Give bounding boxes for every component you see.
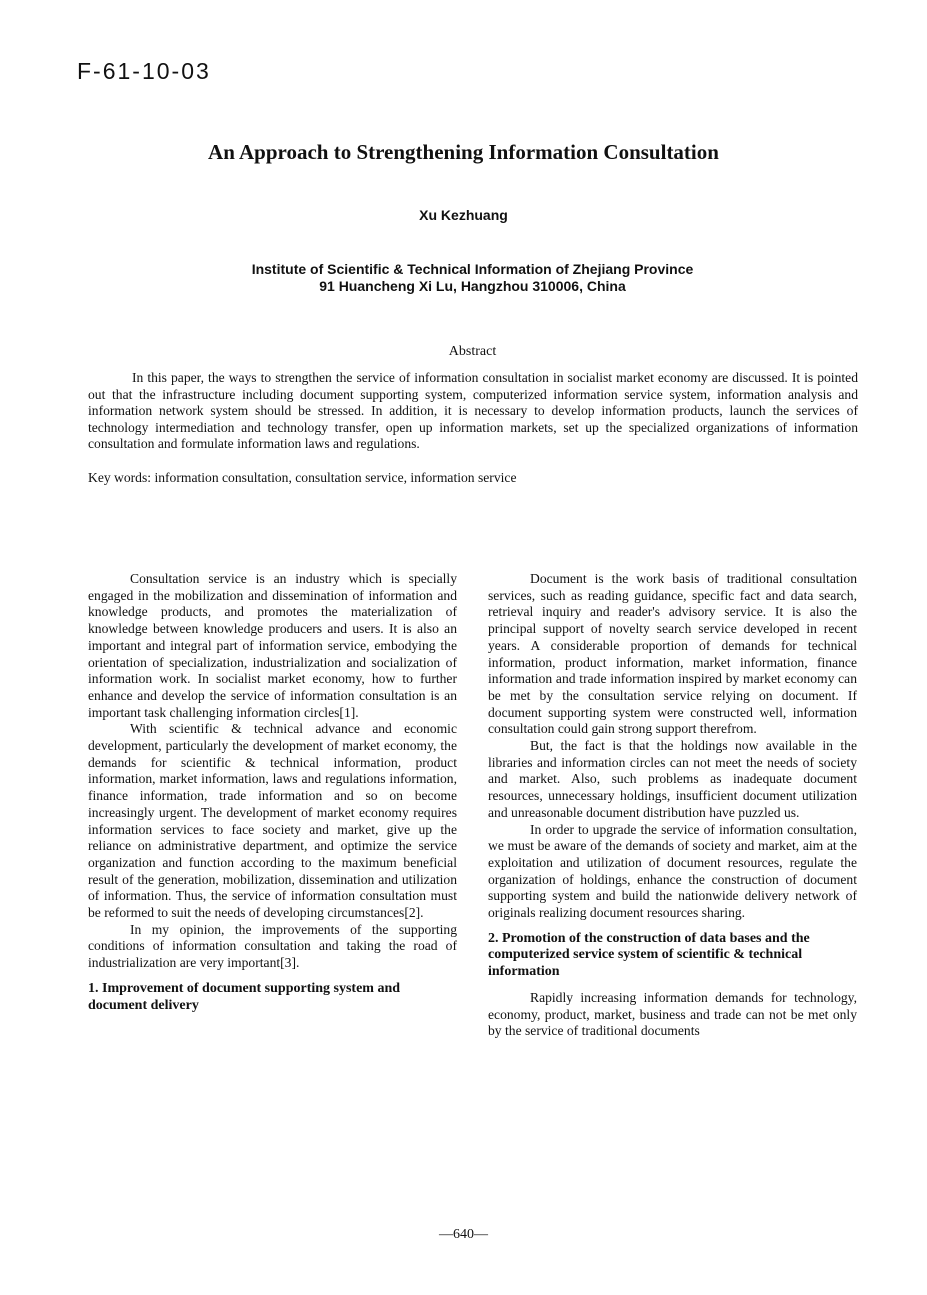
page-number: —640— xyxy=(439,1227,488,1242)
paragraph: In order to upgrade the service of information consultation, we must be aware of the demands of society and market, aim at the exploitation and utilization of document resources, regulate the organization of holdings, enhance the construction of document supporting system and build the nationwide delivery network of originals realizing document resources sharing. xyxy=(488,821,857,921)
author-name: Xu Kezhuang xyxy=(419,207,508,223)
section-heading-1: 1. Improvement of document supporting system and document delivery xyxy=(88,980,401,1013)
body-column-right xyxy=(488,571,857,1040)
section-heading-2: 2. Promotion of the construction of data bases and the computerized service system of scientific & technical information xyxy=(488,930,810,980)
abstract-text: In this paper, the ways to strengthen the service of information consultation in socialist market economy are discussed. It is pointed out that the infrastructure including document supporting system, computerized information service system, information analysis and information network system should be stressed. In addition, it is necessary to develop information products, launch the services of technology intermediation and technology transfer, open up information markets, set up the specialized organizations of information consultation and formulate information laws and regulations. xyxy=(88,370,858,451)
paragraph: Document is the work basis of traditional consultation services, such as reading guidance, specific fact and data search, retrieval inquiry and reader's advisory service. It is also the principal support of novelty search service developed in recent years. A considerable proportion of demands for technical information, product information, market information, finance information and trade information inspired by market economy can be met by the consultation service relying on document. If document supporting system were constructed well, information consultation could gain strong support therefrom. xyxy=(488,571,857,737)
body-column-left xyxy=(88,571,457,1023)
paragraph: In my opinion, the improvements of the supporting conditions of information consultation and taking the road of industrialization are very important[3]. xyxy=(88,921,457,971)
affiliation-institute: Institute of Scientific & Technical Information of Zhejiang Province xyxy=(251,261,694,277)
paper-title: An Approach to Strengthening Information Consultation xyxy=(208,140,719,164)
paragraph: Rapidly increasing information demands for technology, economy, product, market, business and trade can not be met only by the service of traditional documents xyxy=(488,989,857,1039)
abstract-heading: Abstract xyxy=(448,344,497,359)
paragraph: With scientific & technical advance and economic development, particularly the development of market economy, the demands for scientific & technical information, product information, market information, laws and regulations information, finance information, trade information and so on become increasingly urgent. The development of market economy requires information services to face society and market, give up the reliance on administrative department, and optimize the service organization and function according to the maximum beneficial result of the generation, mobilization, dissemination and utilization of information. Thus, the service of information consultation must be reformed to suit the needs of developing circumstances[2]. xyxy=(88,721,457,921)
document-code: F-61-10-03 xyxy=(77,58,211,84)
paragraph: Consultation service is an industry which is specially engaged in the mobilization and dissemination of information and knowledge products, and promotes the materialization of knowledge between knowledge producers and users. It is also an important and integral part of information service, embodying the orientation of specialization, industrialization and socialization of information work. In socialist market economy, how to further enhance and develop the service of information consultation is an important task challenging information circles[1]. xyxy=(88,571,457,720)
affiliation xyxy=(0,261,927,295)
paragraph: But, the fact is that the holdings now available in the libraries and information circles can not meet the needs of society and market. Also, such problems as inadequate document resources, unnecessary holdings, insufficient document utilization and unreasonable document distribution have puzzled us. xyxy=(488,738,857,820)
affiliation-address: 91 Huancheng Xi Lu, Hangzhou 310006, China xyxy=(319,278,626,294)
keywords: Key words: information consultation, consultation service, information service xyxy=(88,470,517,485)
